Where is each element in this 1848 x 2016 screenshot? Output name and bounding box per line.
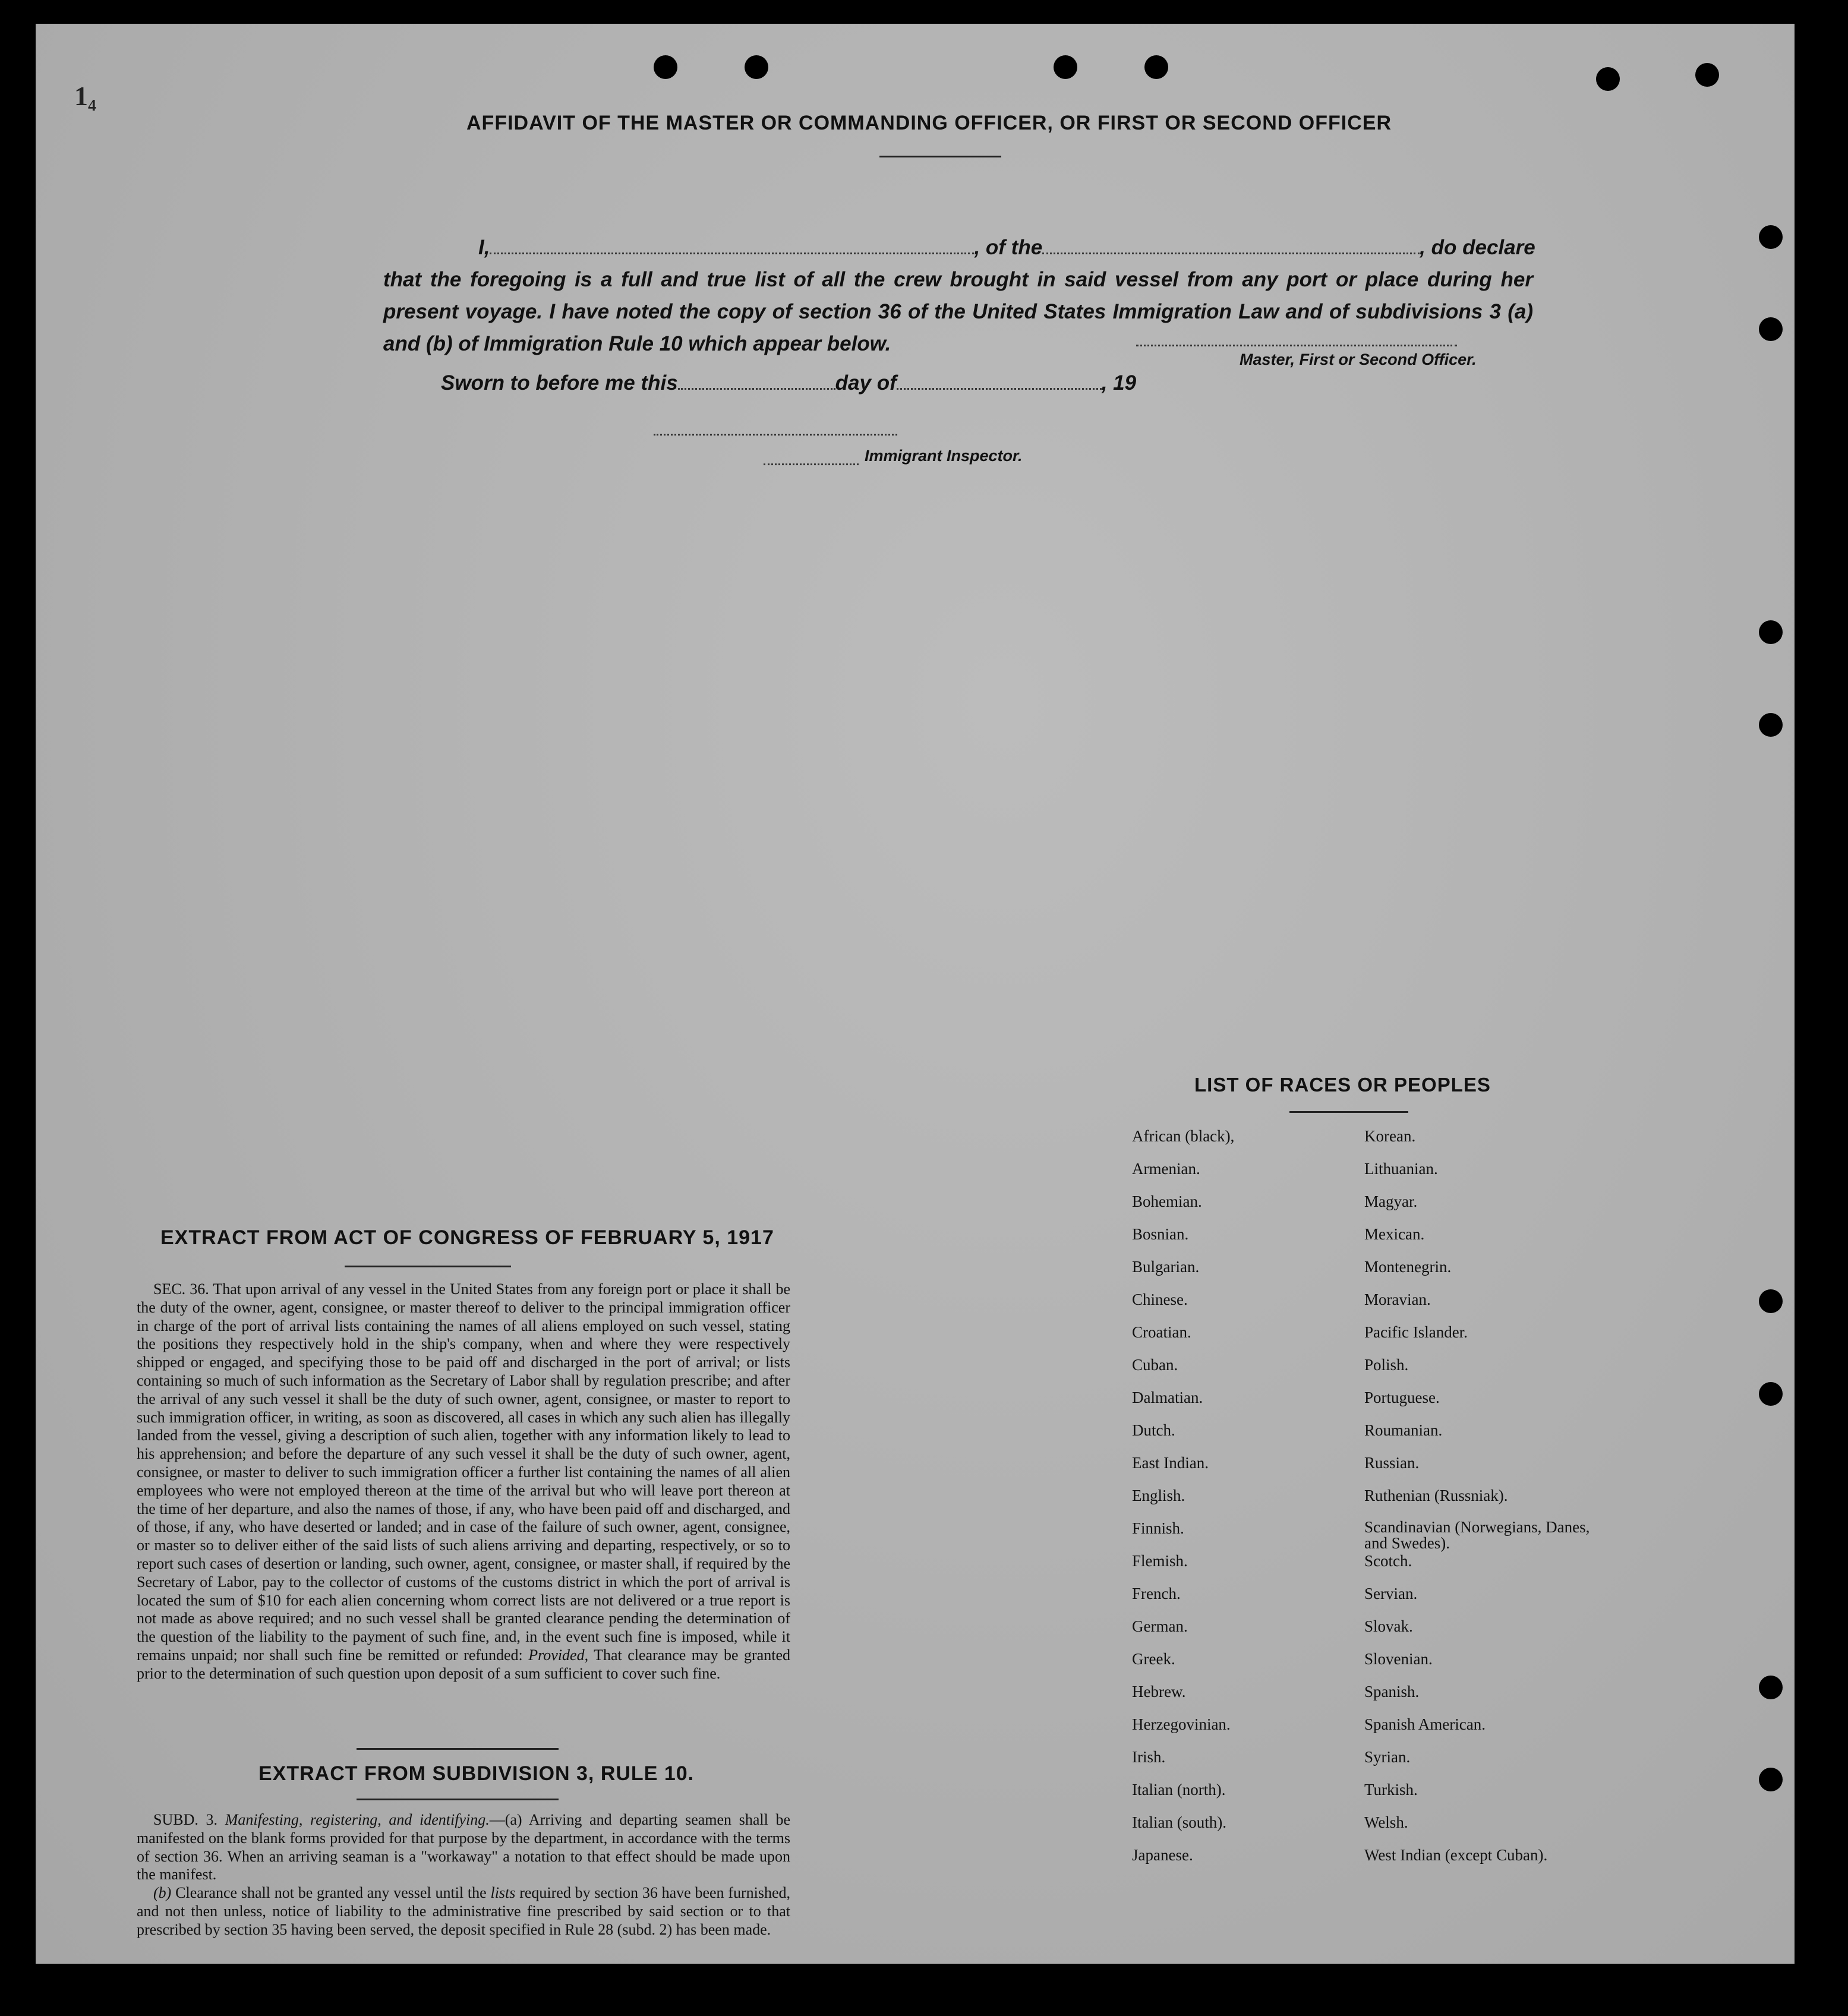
name-blank [490,237,974,254]
para-b-marker: (b) [153,1884,172,1902]
races-list-right [1364,1127,1596,1879]
race-item: Hebrew. [1132,1683,1186,1700]
races-heading-rule [1289,1111,1408,1113]
sec-body: That upon arrival of any vessel in the United States from any foreign port or place it shall be the duty of the owner, agent, consignee, or master thereof to deliver to the principal immigration officer in charge of the port of arrival lists containing the names of all aliens employed on such vessel, stating the positions they respectively hold in the ship's company, when and where they were respectively shipped or engaged, and specifying those to be paid off and discharged in the port of arrival; or lists containing so much of such information as the Secretary of Labor shall by regulation prescribe; and after the arrival of any such vessel it shall be the duty of such owner, agent, consignee, or master to report to such immigration officer, in writing, as soon as discovered, all cases in which any such alien has illegally landed from the vessel, giving a description of such alien, together with any information likely to lead to his apprehension; and before the departure of any such vessel it shall be the duty of such owner, agent, consignee, or master to deliver to such immigration officer a further list containing the names of all alien employees who were not employed thereon at the time of the arrival but who will leave port thereon at the time of her departure, and also the names of those, if any, who have been paid off and discharged, and of those, if any, who have deserted or landed; and in case of the failure of such owner, agent, consignee, or master so to deliver either of the said lists of such aliens arriving and departing, respectively, or so to report such cases of desertion or landing, such owner, agent, consignee, or master shall, if required by the Secretary of Labor, pay to the collector of customs of the customs district in which the port of arrival is located the sum of $10 for each alien concerning whom correct lists are not delivered or a true report is not made as above required; and no such vessel shall be granted clearance pending the determination of the question of the liability to the payment of such fine, and, in the event such fine is imposed, while it remains unpaid; nor shall such fine be remitted or refunded: [137,1280,791,1664]
day-of-text: day of [835,371,897,395]
punch-hole [1759,1289,1783,1313]
race-item: Bohemian. [1132,1192,1202,1210]
race-item: Slovak. [1364,1617,1413,1635]
race-item: Bulgarian. [1132,1258,1200,1276]
race-item: Spanish American. [1364,1715,1486,1733]
race-item: Servian. [1364,1585,1418,1602]
race-item: Finnish. [1132,1519,1184,1537]
rule-heading: EXTRACT FROM SUBDIVISION 3, RULE 10. [258,1762,695,1785]
subd-title: Manifesting, registering, and identifying. [225,1811,490,1828]
race-item: Magyar. [1364,1192,1418,1210]
inspector-label: Immigrant Inspector. [865,447,1023,465]
race-item: Italian (south). [1132,1813,1226,1831]
para-b-lists: lists [490,1884,516,1902]
para-a-text: Arriving and departing seamen shall be manifested on the blank forms provided for that purpose by the department, in accordance with the terms of section 36. When an arriving seaman is a "workaway" a notation to that effect should be made upon the manifest. [137,1811,791,1884]
races-heading: LIST OF RACES OR PEOPLES [1194,1074,1491,1096]
race-item: Moravian. [1364,1291,1431,1308]
punch-hole [654,55,677,79]
race-item: Montenegrin. [1364,1258,1452,1276]
proviso-word: Provided, [528,1646,589,1664]
race-item: Italian (north). [1132,1781,1226,1799]
race-item: French. [1132,1585,1181,1602]
act-heading-rule [345,1266,511,1267]
punch-hole [1759,713,1783,737]
race-item: Syrian. [1364,1748,1411,1766]
document-page [36,24,1795,1964]
race-item: Korean. [1364,1127,1416,1145]
inspector-signature-line-short [764,463,859,465]
day-blank [678,373,835,390]
race-item: Irish. [1132,1748,1166,1766]
affidavit-statement: that the foregoing is a full and true list of all the crew brought in said vessel from any port or place during her present voyage. I have noted the copy of section 36 of the United States Immigration Law and of subdivisions 3 (a) and (b) of Immigration Rule 10 which appear below. [383,268,1533,355]
punch-hole [1759,225,1783,249]
vessel-blank [1042,237,1420,254]
race-item: Ruthenian (Russniak). [1364,1487,1508,1504]
officer-signature-line [1136,345,1457,346]
race-item: East Indian. [1132,1454,1209,1472]
race-item: African (black), [1132,1127,1235,1145]
race-item: Greek. [1132,1650,1175,1668]
punch-hole [1054,55,1077,79]
punch-hole [745,55,768,79]
sec-label: SEC. 36. [153,1280,209,1298]
para-b-post: required by section 36 have been furnished, and not then unless, notice of liability to the administrative fine prescribed by said section or to that prescribed by section 35 having been served, the deposit specified in Rule 28 (subd. 2) has been made. [137,1884,791,1938]
race-item: Pacific Islander. [1364,1323,1468,1341]
race-item: Japanese. [1132,1846,1193,1864]
sworn-prefix: Sworn to before me this [441,371,678,395]
punch-hole [1759,1768,1783,1791]
race-item: Portuguese. [1364,1389,1440,1406]
sec-body-end: That clearance may be granted prior to the determination of such question upon deposit of a sum sufficient to cover such fine. [137,1646,790,1682]
race-item: Flemish. [1132,1552,1188,1570]
punch-hole [1759,620,1783,644]
race-item: Dalmatian. [1132,1389,1203,1406]
race-item: West Indian (except Cuban). [1364,1846,1548,1864]
race-item: Armenian. [1132,1160,1200,1178]
punch-hole [1596,67,1620,91]
corner-mark: 1₄ [74,81,96,111]
subdivision-3-text [137,1811,790,1939]
declare-text: , do declare [1420,236,1535,259]
race-item: Cuban. [1132,1356,1178,1374]
race-item: German. [1132,1617,1188,1635]
race-item: Polish. [1364,1356,1409,1374]
race-item: Scandinavian (Norwegians, Danes, and Swedes). [1364,1518,1590,1552]
rule-heading-rule [357,1799,559,1800]
para-a-marker: —(a) [489,1811,522,1828]
punch-hole [1695,63,1719,87]
punch-hole [1759,1676,1783,1699]
race-item: Mexican. [1364,1225,1425,1243]
punch-hole [1759,1382,1783,1406]
para-b-pre: Clearance shall not be granted any vessel until the [175,1884,487,1902]
race-item: English. [1132,1487,1185,1504]
officer-label: Master, First or Second Officer. [1240,351,1477,368]
race-item: Lithuanian. [1364,1160,1438,1178]
race-item: Spanish. [1364,1683,1420,1700]
vessel-prefix: , of the [974,236,1043,259]
race-item: Turkish. [1364,1781,1418,1799]
race-item: Herzegovinian. [1132,1715,1231,1733]
inspector-signature-line [654,434,897,436]
subd-label: SUBD. 3. [153,1811,218,1828]
race-item: Scotch. [1364,1552,1412,1570]
affidavit-heading: AFFIDAVIT OF THE MASTER OR COMMANDING OFFICER, OR FIRST OR SECOND OFFICER [466,112,1392,134]
sworn-text [441,371,1136,395]
affidavit-declaration [383,232,1533,360]
punch-hole [1759,317,1783,341]
declarant-prefix: I, [478,236,490,259]
race-item: Croatian. [1132,1323,1191,1341]
race-item: Dutch. [1132,1421,1175,1439]
race-item: Russian. [1364,1454,1420,1472]
month-blank [897,373,1102,390]
race-item: Bosnian. [1132,1225,1189,1243]
race-item: Slovenian. [1364,1650,1433,1668]
section-divider-rule [357,1748,559,1750]
races-list-left [1132,1127,1358,1879]
race-item: Chinese. [1132,1291,1188,1308]
act-heading: EXTRACT FROM ACT OF CONGRESS OF FEBRUARY 5, 1917 [160,1226,774,1249]
punch-hole [1144,55,1168,79]
section-36-text [137,1280,790,1683]
heading-rule [879,156,1001,157]
year-text: , 19 [1101,371,1137,395]
race-item: Roumanian. [1364,1421,1443,1439]
race-item: Welsh. [1364,1813,1408,1831]
